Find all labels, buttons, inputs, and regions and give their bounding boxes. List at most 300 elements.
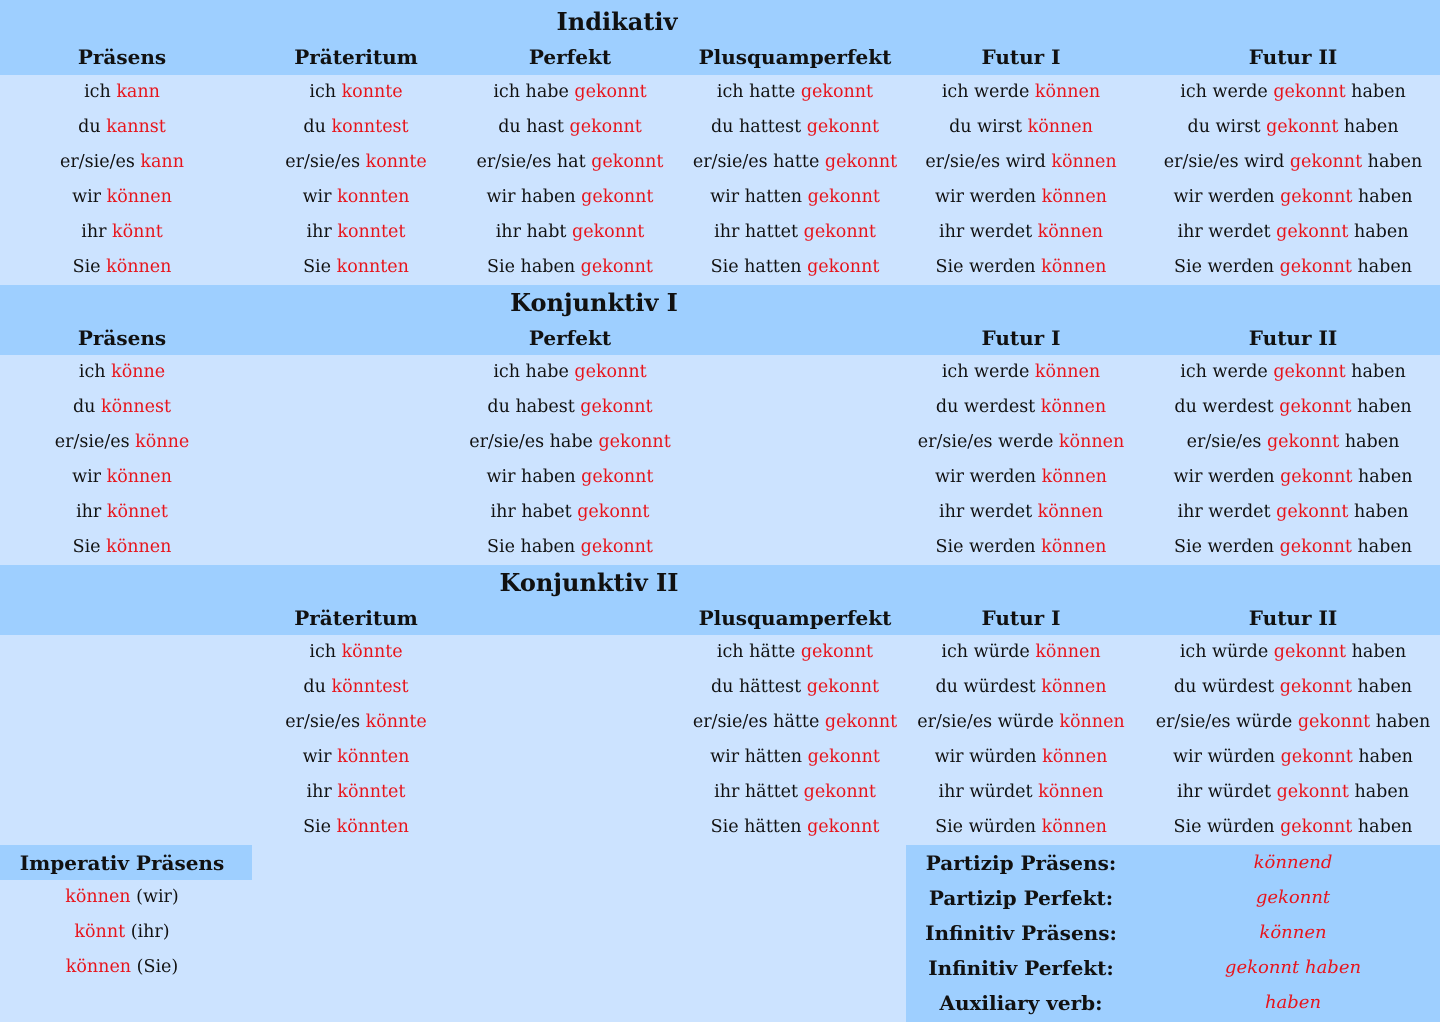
pronoun-text: Sie (303, 817, 337, 837)
conjugation-cell (711, 816, 880, 838)
pronoun-text: er/sie/es hat (476, 152, 592, 172)
conjugation-cell (1188, 116, 1399, 138)
verb-form: können (1041, 467, 1107, 487)
pronoun-text: ihr hättet (714, 782, 804, 802)
pronoun-text: du würdest (935, 677, 1042, 697)
verb-form: können (1059, 712, 1125, 732)
conjugation-cell (711, 676, 879, 698)
conjugation-cell (936, 396, 1106, 418)
conjugation-cell (496, 221, 645, 243)
pronoun-text: du würdest (1173, 677, 1280, 697)
verb-form: gekonnt (581, 467, 654, 487)
pronoun-text: Sie werden (1174, 537, 1280, 557)
suffix-text: haben (1338, 117, 1399, 137)
pronoun-text: er/sie/es wird (1163, 152, 1290, 172)
conjugation-cell (717, 81, 873, 103)
imperativ-item (66, 956, 178, 978)
conjugation-cell (936, 256, 1107, 278)
pronoun-text: Sie werden (935, 257, 1042, 277)
conjugation-cell (1164, 151, 1422, 173)
pronoun-text: ihr hattet (714, 222, 804, 242)
verb-form: können (1041, 677, 1107, 697)
pronoun-text: Sie werden (1174, 257, 1280, 277)
conjugation-cell (487, 466, 654, 488)
verb-form: kannst (106, 117, 166, 137)
imperativ-title: Imperativ Präsens (19, 851, 225, 875)
info-label: Partizip Präsens: (925, 851, 1117, 875)
conjugation-cell (76, 501, 168, 523)
conjugation-cell (942, 81, 1100, 103)
verb-form: können (1058, 432, 1125, 452)
suffix-text: haben (1345, 362, 1406, 382)
pronoun-text: ihr (76, 502, 107, 522)
pronoun-text: du werdest (1174, 397, 1280, 417)
conjugation-cell (1174, 396, 1411, 418)
verb-form: können (65, 887, 131, 907)
suffix-text: haben (1346, 642, 1407, 662)
pronoun-text: wir werden (1173, 467, 1281, 487)
verb-form: könnten (336, 817, 409, 837)
conjugation-cell (303, 256, 409, 278)
verb-form: gekonnt (824, 152, 898, 172)
verb-form: können (1041, 817, 1107, 837)
verb-form: gekonnt (1279, 257, 1352, 277)
verb-form: gekonnt (591, 152, 664, 172)
conjugation-cell (73, 536, 172, 558)
conjugation-cell (1174, 466, 1413, 488)
konjunktiv1-header-band (0, 285, 1440, 355)
conjugation-cell (1173, 746, 1413, 768)
konjunktiv2-column-header: Futur I (981, 606, 1061, 630)
verb-form: gekonnt (1276, 502, 1349, 522)
verb-form: gekonnt (1297, 712, 1371, 732)
pronoun-text: ich (309, 642, 342, 662)
conjugation-cell (711, 116, 879, 138)
conjugation-cell (303, 676, 408, 698)
pronoun-text: er/sie/es hatte (692, 152, 825, 172)
verb-form: kann (140, 152, 184, 172)
konjunktiv2-title: Konjunktiv II (499, 568, 679, 597)
verb-form: könnet (106, 502, 168, 522)
pronoun-text: wir werden (935, 187, 1042, 207)
pronoun-text: Sie würden (1173, 817, 1281, 837)
pronoun-text: wir (302, 187, 338, 207)
suffix-text: haben (1348, 502, 1409, 522)
verb-form: können (1027, 117, 1093, 137)
conjugation-cell (935, 746, 1108, 768)
verb-form: könnt (74, 922, 126, 942)
conjugation-cell (307, 781, 406, 803)
verb-form: gekonnt (1280, 747, 1353, 767)
verb-form: könntest (331, 677, 409, 697)
pronoun-text: er/sie/es würde (1155, 712, 1298, 732)
pronoun-text: ich würde (941, 642, 1036, 662)
conjugation-cell (693, 151, 897, 173)
conjugation-cell (1156, 711, 1430, 733)
conjugation-cell (493, 361, 646, 383)
indikativ-title: Indikativ (556, 7, 678, 36)
verb-form: können (106, 467, 172, 487)
pronoun-text: ich werde (941, 362, 1035, 382)
conjugation-cell (1180, 361, 1405, 383)
indikativ-column-header: Perfekt (528, 45, 612, 69)
verb-form: könnten (337, 747, 410, 767)
verb-form: gekonnt (800, 82, 874, 102)
conjugation-cell (487, 396, 652, 418)
pronoun-text: ihr werdet (1177, 502, 1277, 522)
verb-form: können (1041, 187, 1107, 207)
pronoun-text: er/sie/es werde (917, 432, 1059, 452)
suffix-text: haben (1370, 712, 1431, 732)
verb-form: könnte (365, 712, 427, 732)
pronoun-text: ich (84, 82, 117, 102)
conjugation-cell (81, 221, 163, 243)
pronoun-text: du wirst (949, 117, 1028, 137)
pronoun-text: du habest (487, 397, 581, 417)
pronoun-text: ich werde (941, 82, 1035, 102)
verb-form: können (1034, 362, 1101, 382)
pronoun-text: ich habe (493, 362, 575, 382)
pronoun-text: wir (302, 747, 338, 767)
verb-form: können (1035, 642, 1101, 662)
suffix-text: haben (1348, 782, 1409, 802)
conjugation-cell (72, 466, 172, 488)
pronoun-text: ihr werdet (939, 502, 1038, 522)
pronoun-text: ihr (306, 782, 338, 802)
conjugation-cell (1177, 501, 1408, 523)
conjugation-cell (935, 676, 1106, 698)
indikativ-column-header: Präteritum (294, 45, 418, 69)
pronoun-text: du werdest (935, 397, 1041, 417)
conjugation-cell (285, 151, 426, 173)
verb-form: gekonnt (807, 257, 880, 277)
conjugation-cell (1187, 431, 1400, 453)
pronoun-text: ihr habt (495, 222, 573, 242)
verb-form: können (106, 257, 172, 277)
conjugation-cell (72, 186, 172, 208)
conjugation-cell (710, 186, 880, 208)
indikativ-column-header: Futur II (1248, 45, 1338, 69)
suffix-text: haben (1351, 397, 1412, 417)
pronoun-text: er/sie/es habe (469, 432, 599, 452)
pronoun-text: wir werden (1173, 187, 1281, 207)
pronoun-text: ihr werdet (939, 222, 1038, 242)
imperativ-item (65, 886, 178, 908)
pronoun-text: ich werde (1180, 82, 1274, 102)
conjugation-cell (710, 746, 880, 768)
conjugation-cell (303, 116, 408, 138)
conjugation-cell (477, 151, 664, 173)
conjugation-cell (1180, 641, 1406, 663)
pronoun-text: du (78, 117, 107, 137)
pronoun-text: ich hätte (716, 642, 801, 662)
konjunktiv1-column-header: Futur I (981, 326, 1061, 350)
verb-form: können (1040, 397, 1107, 417)
verb-form: gekonnt (580, 397, 653, 417)
konjunktiv1-column-header: Perfekt (528, 326, 612, 350)
conjugation-cell (1174, 536, 1412, 558)
verb-form: konnten (336, 257, 409, 277)
pronoun-text: Sie haben (487, 537, 581, 557)
info-label: Auxiliary verb: (939, 991, 1103, 1015)
verb-form: gekonnt (1279, 397, 1352, 417)
pronoun-text: ich werde (1180, 362, 1274, 382)
pronoun-text: wir (72, 187, 107, 207)
pronoun-text: wir (72, 467, 107, 487)
pronoun-text: er/sie/es würde (917, 712, 1060, 732)
pronoun-text: wir haben (486, 187, 582, 207)
pronoun-text: ich würde (1179, 642, 1274, 662)
verb-form: gekonnt (1280, 817, 1353, 837)
indikativ-column-header: Futur I (981, 45, 1061, 69)
verb-form: könne (111, 362, 166, 382)
conjugation-cell (498, 116, 642, 138)
konjunktiv1-column-header: Präsens (77, 326, 167, 350)
pronoun-text: du hättest (710, 677, 807, 697)
verb-form: gekonnt (580, 537, 653, 557)
conjugation-cell (285, 711, 426, 733)
info-label: Infinitiv Perfekt: (928, 956, 1114, 980)
conjugation-cell (79, 361, 165, 383)
pronoun-text: wir würden (1173, 747, 1281, 767)
verb-form: gekonnt (572, 222, 645, 242)
conjugation-cell (711, 256, 880, 278)
verb-form: können (106, 187, 172, 207)
conjugation-cell (936, 536, 1107, 558)
verb-form: konnte (365, 152, 427, 172)
info-value: können​d (1253, 852, 1333, 873)
verb-form: gekonnt (1280, 187, 1353, 207)
suffix-text: haben (1348, 222, 1409, 242)
verb-form: können (1037, 222, 1103, 242)
pronoun-text: (Sie) (131, 957, 179, 977)
verb-form: können (1037, 502, 1103, 522)
conjugation-cell (1174, 816, 1413, 838)
conjugation-cell (714, 221, 876, 243)
conjugation-cell (939, 781, 1104, 803)
pronoun-text: er/sie/es (285, 712, 366, 732)
verb-form: gekonnt (581, 187, 654, 207)
verb-form: können (1041, 257, 1107, 277)
indikativ-column-header: Präsens (77, 45, 167, 69)
imperativ-item (74, 921, 169, 943)
pronoun-text: du (72, 397, 101, 417)
conjugation-cell (309, 641, 402, 663)
suffix-text: haben (1352, 187, 1413, 207)
conjugation-cell (60, 151, 184, 173)
pronoun-text: ihr habet (490, 502, 578, 522)
info-value: gekonnt haben (1224, 957, 1362, 978)
konjunktiv2-column-header: Präteritum (294, 606, 418, 630)
verb-form: gekonnt (807, 187, 880, 207)
verb-form: gekonnt (1266, 117, 1339, 137)
pronoun-text: ihr würdet (1177, 782, 1277, 802)
verb-form: können (1051, 152, 1117, 172)
conjugation-cell (303, 816, 409, 838)
verb-form: könnest (100, 397, 172, 417)
verb-form: gekonnt (598, 432, 671, 452)
suffix-text: haben (1351, 677, 1413, 697)
pronoun-text: ihr (81, 222, 113, 242)
verb-form: können (106, 537, 172, 557)
pronoun-text: du (303, 677, 332, 697)
pronoun-text: ihr (306, 222, 338, 242)
conjugation-cell (1174, 676, 1412, 698)
conjugation-cell (487, 186, 654, 208)
suffix-text: haben (1362, 152, 1423, 172)
suffix-text: haben (1339, 432, 1400, 452)
conjugation-cell (84, 81, 160, 103)
conjugation-cell (939, 501, 1103, 523)
conjugation-cell (73, 256, 172, 278)
conjugation-cell (487, 536, 653, 558)
verb-form: konnte (341, 82, 403, 102)
verb-form: gekonnt (1273, 82, 1346, 102)
verb-form: könnt (112, 222, 163, 242)
pronoun-text: Sie (72, 537, 107, 557)
conjugation-cell (925, 151, 1116, 173)
pronoun-text: wir hätten (710, 747, 808, 767)
konjunktiv1-column-header: Futur II (1248, 326, 1338, 350)
verb-form: gekonnt (580, 257, 653, 277)
conjugation-cell (307, 221, 406, 243)
verb-form: gekonnt (807, 747, 880, 767)
pronoun-text: ich hatte (716, 82, 801, 102)
conjugation-cell (491, 501, 650, 523)
verb-form: gekonnt (1273, 642, 1347, 662)
conjugation-cell (714, 781, 876, 803)
pronoun-text: ihr werdet (1177, 222, 1277, 242)
suffix-text: haben (1352, 467, 1413, 487)
verb-form: können (65, 957, 132, 977)
pronoun-text: er/sie/es (54, 432, 136, 452)
pronoun-text: du (303, 117, 332, 137)
info-value: gekonnt (1255, 887, 1331, 908)
verb-form: können (1038, 782, 1104, 802)
pronoun-text: (ihr) (125, 922, 170, 942)
conjugation-cell (939, 221, 1103, 243)
conjugation-cell (693, 711, 897, 733)
verb-form: gekonnt (806, 677, 880, 697)
conjugation-cell (1180, 81, 1405, 103)
pronoun-text: wir würden (934, 747, 1043, 767)
conjugation-cell (55, 431, 189, 453)
pronoun-text: Sie werden (935, 537, 1042, 557)
conjugation-cell (303, 186, 410, 208)
info-value: können (1259, 922, 1327, 943)
conjugation-cell (487, 256, 653, 278)
conjugation-cell (73, 396, 171, 418)
pronoun-text: Sie haben (487, 257, 581, 277)
conjugation-cell (917, 711, 1124, 733)
suffix-text: haben (1351, 537, 1412, 557)
conjugation-cell (942, 361, 1100, 383)
conjugation-cell (935, 816, 1107, 838)
verb-form: gekonnt (574, 362, 647, 382)
verb-form: können (1034, 82, 1101, 102)
info-label: Partizip Perfekt: (928, 886, 1114, 910)
verb-form: gekonnt (1266, 432, 1340, 452)
pronoun-text: er/sie/es (60, 152, 141, 172)
pronoun-text: ich (78, 362, 112, 382)
pronoun-text: er/sie/es hätte (692, 712, 825, 732)
suffix-text: haben (1352, 747, 1413, 767)
pronoun-text: Sie (72, 257, 107, 277)
verb-form: kann (116, 82, 160, 102)
verb-form: gekonnt (806, 117, 880, 137)
suffix-text: haben (1351, 257, 1412, 277)
verb-form: gekonnt (824, 712, 898, 732)
conjugation-cell (935, 466, 1107, 488)
verb-form: gekonnt (1279, 677, 1352, 697)
verb-form: könntet (337, 782, 406, 802)
verb-form: gekonnt (803, 782, 876, 802)
pronoun-text: Sie (303, 257, 337, 277)
verb-form: gekonnt (577, 502, 650, 522)
info-label: Infinitiv Präsens: (925, 921, 1117, 945)
conjugation-cell (469, 431, 670, 453)
pronoun-text: du hast (498, 117, 570, 137)
konjunktiv2-column-header: Futur II (1248, 606, 1338, 630)
conjugation-cell (1174, 256, 1412, 278)
pronoun-text: wir hatten (710, 187, 808, 207)
verb-form: gekonnt (1276, 782, 1349, 802)
verb-form: könne (135, 432, 190, 452)
konjunktiv1-title: Konjunktiv I (510, 288, 678, 317)
verb-form: gekonnt (1280, 467, 1353, 487)
pronoun-text: er/sie/es (285, 152, 366, 172)
pronoun-text: ich habe (493, 82, 575, 102)
pronoun-text: ihr würdet (938, 782, 1039, 802)
info-value: haben (1264, 992, 1322, 1013)
conjugation-cell (493, 81, 646, 103)
verb-form: könnte (341, 642, 403, 662)
verb-form: konntest (331, 117, 409, 137)
suffix-text: haben (1352, 817, 1413, 837)
pronoun-text: ich (309, 82, 342, 102)
verb-form: konntet (337, 222, 406, 242)
conjugation-cell (941, 641, 1100, 663)
conjugation-cell (1177, 221, 1408, 243)
verb-form: gekonnt (807, 817, 880, 837)
verb-form: gekonnt (1289, 152, 1363, 172)
verb-form: können (1041, 537, 1107, 557)
pronoun-text: wir haben (486, 467, 582, 487)
pronoun-text: Sie hatten (710, 257, 808, 277)
indikativ-column-header: Plusquamperfekt (698, 45, 892, 69)
pronoun-text: er/sie/es wird (925, 152, 1052, 172)
pronoun-text: (wir) (130, 887, 179, 907)
pronoun-text: du hattest (710, 117, 807, 137)
conjugation-cell (918, 431, 1124, 453)
conjugation-cell (935, 186, 1107, 208)
pronoun-text: du wirst (1187, 117, 1267, 137)
pronoun-text: Sie würden (935, 817, 1042, 837)
verb-form: gekonnt (569, 117, 642, 137)
konjunktiv2-column-header: Plusquamperfekt (698, 606, 892, 630)
suffix-text: haben (1345, 82, 1406, 102)
verb-form: gekonnt (1276, 222, 1349, 242)
verb-form: gekonnt (803, 222, 876, 242)
conjugation-cell (717, 641, 873, 663)
verb-form: gekonnt (574, 82, 647, 102)
verb-form: konnten (337, 187, 410, 207)
verb-form: gekonnt (1273, 362, 1346, 382)
verb-form: gekonnt (800, 642, 874, 662)
conjugation-cell (949, 116, 1093, 138)
pronoun-text: wir werden (935, 467, 1042, 487)
conjugation-cell (309, 81, 402, 103)
